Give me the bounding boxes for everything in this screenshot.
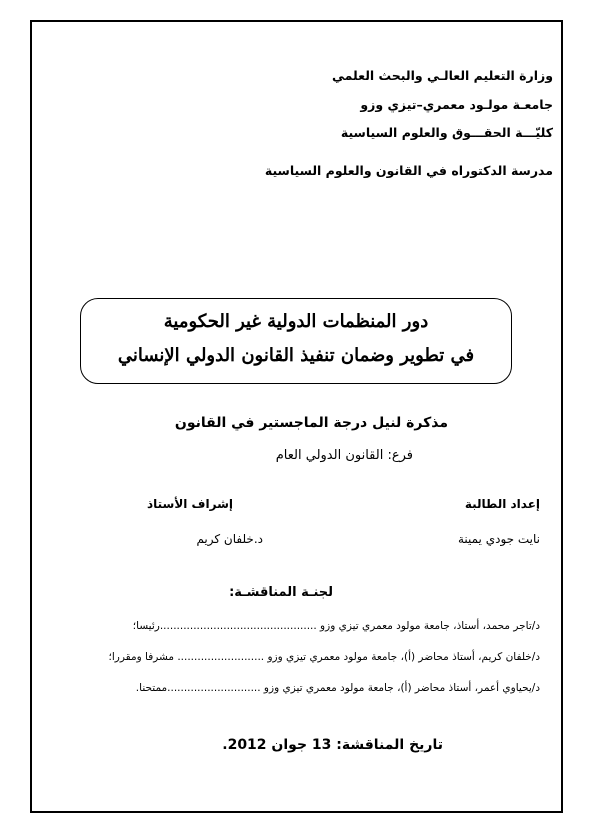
defense-date: تاريخ المناقشة: 13 جوان 2012. <box>222 737 443 753</box>
committee-member-2: د/خلفان كريم، أستاذ محاضر (أ)، جامعة مولود معمري تيزي وزو .......................... مشرفا ومقررا؛ <box>108 651 540 663</box>
thesis-title-box <box>80 298 512 384</box>
prepared-by-label: إعداد الطالبة <box>464 497 540 511</box>
committee-title: لجنـة المناقشـة: <box>229 585 333 600</box>
supervisor-name: د.خلفان كريم <box>196 532 263 546</box>
committee-member-1: د/تاجر محمد، أستاذ، جامعة مولود معمري تيزي وزو ...............................................رئيسا؛ <box>132 620 540 632</box>
committee-member-3: د/يحياوي أعمر، أستاذ محاضر (أ)، جامعة مولود معمري تيزي وزو ............................ممتحنا. <box>135 682 540 694</box>
university-name: جامعـة مولـود معمري–تيزي وزو <box>360 97 553 112</box>
student-name: نايت جودي يمينة <box>457 532 540 546</box>
ministry-name: وزارة التعليم العالـي والبحث العلمي <box>332 68 553 83</box>
supervised-by-label: إشراف الأستاذ <box>146 497 233 511</box>
doctoral-school-name: مدرسة الدكتوراه في القانون والعلوم السياسية <box>264 163 553 178</box>
branch-statement: فرع: القانون الدولي العام <box>275 448 413 463</box>
thesis-title-line-1: دور المنظمات الدولية غير الحكومية <box>163 311 429 332</box>
faculty-name: كليّـــة الحقـــوق والعلوم السياسية <box>340 125 553 140</box>
degree-statement: مذكرة لنيل درجة الماجستير في القانون <box>174 415 448 431</box>
thesis-title-line-2: في تطوير وضمان تنفيذ القانون الدولي الإنساني <box>117 345 475 366</box>
